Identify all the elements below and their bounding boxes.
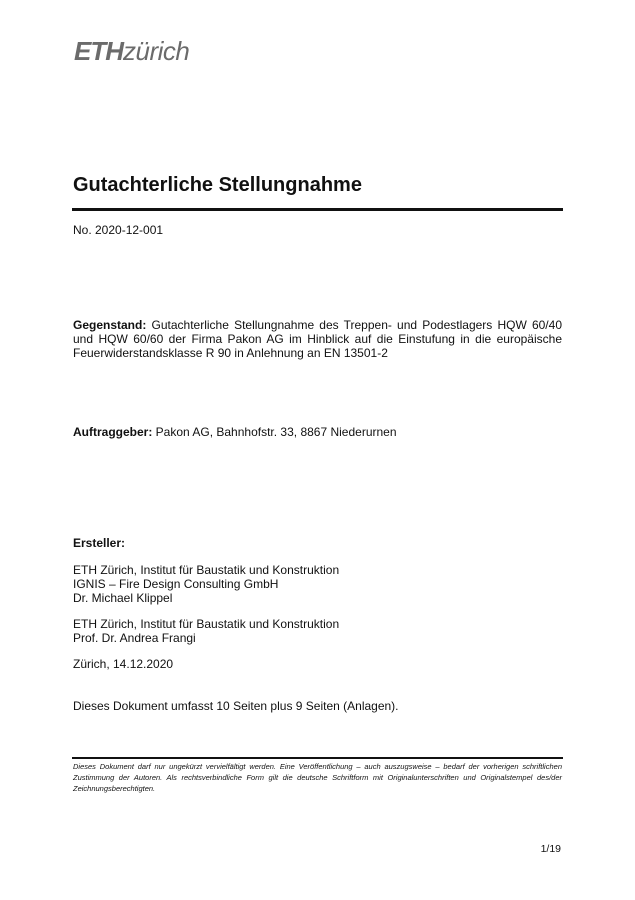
- footer-divider: [72, 757, 563, 759]
- logo-city-text: zürich: [123, 36, 190, 66]
- creator-line: Dr. Michael Klippel: [73, 591, 173, 605]
- subject-label: Gegenstand:: [73, 318, 147, 332]
- client-text: Pakon AG, Bahnhofstr. 33, 8867 Niederurnen: [152, 425, 397, 439]
- client-label: Auftraggeber:: [73, 425, 153, 439]
- page-title: Gutachterliche Stellungnahme: [73, 174, 362, 196]
- creator-line: IGNIS – Fire Design Consulting GmbH: [73, 577, 279, 591]
- creator-line: ETH Zürich, Institut für Baustatik und Konstruktion: [73, 563, 340, 577]
- document-scope: Dieses Dokument umfasst 10 Seiten plus 9 Seiten (Anlagen).: [73, 699, 399, 713]
- document-number: No. 2020-12-001: [73, 223, 164, 237]
- creators-label: Ersteller:: [73, 536, 126, 550]
- subject-text: Gutachterliche Stellungnahme des Treppen- und Podestlagers HQW 60/40 und HQW 60/60 der Firma Pakon AG im Hinblick auf die Einstufung in die europäische Feuerwiderstandsklasse R 90 in Anlehnung an EN 13501-2: [73, 318, 562, 360]
- footer-disclaimer: Dieses Dokument darf nur ungekürzt vervielfältigt werden. Eine Veröffentlichung – auch auszugsweise – bedarf der vorherigen schriftlichen Zustimmung der Autoren. Als rechtsverbindliche Form gilt die deutsche Schriftform mit Originalunterschriften und Originalstempel des/der Zeichnungsberechtigten.: [73, 762, 562, 793]
- creator-line: Prof. Dr. Andrea Frangi: [73, 631, 196, 645]
- eth-zurich-logo: [74, 36, 189, 66]
- creator-line: ETH Zürich, Institut für Baustatik und Konstruktion: [73, 617, 340, 631]
- client-paragraph: [73, 425, 562, 439]
- page-number: 1/19: [540, 843, 561, 855]
- creators-group-2: [73, 617, 562, 645]
- place-date: Zürich, 14.12.2020: [73, 657, 174, 671]
- logo-eth-text: ETH: [74, 36, 123, 66]
- title-divider: [72, 208, 563, 211]
- subject-paragraph: [73, 318, 562, 360]
- creators-group-1: [73, 563, 562, 605]
